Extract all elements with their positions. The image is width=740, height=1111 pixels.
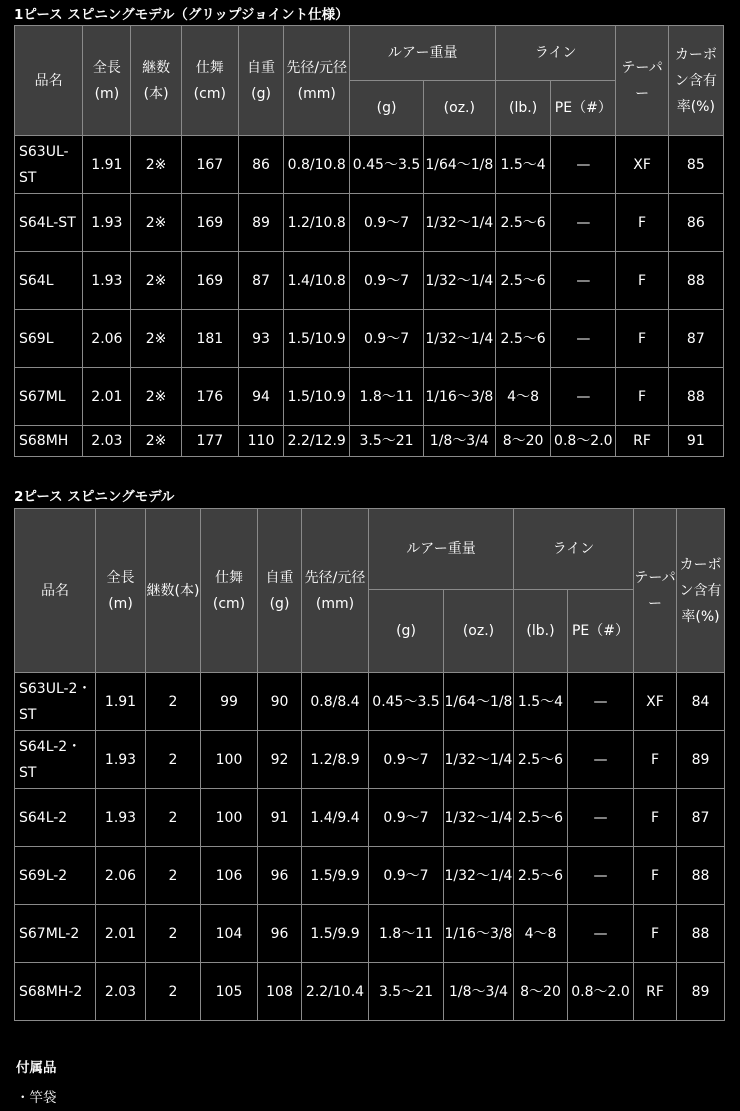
table-cell: 1.93 — [96, 789, 146, 847]
model-name-cell: S68MH-2 — [15, 963, 96, 1021]
model-name-cell: S68MH — [15, 426, 83, 457]
table-cell: 1/32～1/4 — [444, 847, 514, 905]
table-cell: 176 — [181, 368, 238, 426]
table-row — [15, 731, 725, 789]
spec-table-2piece — [14, 508, 725, 1021]
header-line: ライン — [514, 509, 634, 590]
table-cell: 0.9～7 — [350, 194, 423, 252]
table1-wrap — [14, 25, 724, 457]
table-cell: — — [551, 136, 616, 194]
table-row — [15, 194, 724, 252]
table-cell: 0.45～3.5 — [369, 673, 444, 731]
table-cell: 1.91 — [96, 673, 146, 731]
table-cell: 1.8～11 — [369, 905, 444, 963]
model-name-cell: S63UL-ST — [15, 136, 83, 194]
table-cell: 2.01 — [96, 905, 146, 963]
table-row — [15, 905, 725, 963]
table-cell: 89 — [677, 731, 725, 789]
table-cell: — — [568, 847, 634, 905]
table-cell: 85 — [668, 136, 723, 194]
table-cell: 2※ — [131, 194, 181, 252]
table-cell: — — [568, 673, 634, 731]
table-cell: 181 — [181, 310, 238, 368]
table-cell: 108 — [258, 963, 302, 1021]
table-cell: 2 — [146, 789, 201, 847]
table-cell: F — [634, 731, 677, 789]
table-cell: 1/64～1/8 — [423, 136, 495, 194]
table-cell: 0.8/10.8 — [284, 136, 350, 194]
table-cell: 3.5～21 — [350, 426, 423, 457]
table-cell: 92 — [258, 731, 302, 789]
table-cell: — — [551, 310, 616, 368]
header-carbon: カーボン含有率(%) — [677, 509, 725, 673]
table-cell: 4～8 — [514, 905, 568, 963]
table-cell: F — [616, 252, 668, 310]
table-cell: 1/32～1/4 — [444, 731, 514, 789]
table2-title: 2ピース スピニングモデル — [14, 489, 175, 505]
accessories-title: 付属品 — [16, 1060, 57, 1076]
header-weight: 自重(g) — [238, 26, 283, 136]
table-cell: 1/16～3/8 — [423, 368, 495, 426]
table-cell: 0.9～7 — [350, 252, 423, 310]
table-row — [15, 847, 725, 905]
table-cell: 1/32～1/4 — [423, 310, 495, 368]
table-cell: 2.5～6 — [514, 847, 568, 905]
table-cell: 100 — [201, 789, 258, 847]
header-pieces: 継数(本) — [146, 509, 201, 673]
header-length: 全長(m) — [83, 26, 131, 136]
table-cell: 2 — [146, 847, 201, 905]
header-line-lb: (lb.) — [514, 590, 568, 673]
table-cell: 87 — [677, 789, 725, 847]
table-cell: 1.5/10.9 — [284, 368, 350, 426]
table-cell: 96 — [258, 847, 302, 905]
table-cell: 1.5/10.9 — [284, 310, 350, 368]
table-cell: 2.5～6 — [514, 731, 568, 789]
table-cell: 2.06 — [96, 847, 146, 905]
table-cell: 1.2/8.9 — [302, 731, 369, 789]
table-cell: 1/16～3/8 — [444, 905, 514, 963]
table-cell: 86 — [238, 136, 283, 194]
table-cell: 2※ — [131, 252, 181, 310]
header-taper: テーパー — [634, 509, 677, 673]
table-cell: 0.45～3.5 — [350, 136, 423, 194]
table-cell: 0.8～2.0 — [551, 426, 616, 457]
table-cell: 177 — [181, 426, 238, 457]
header-line: ライン — [495, 26, 615, 81]
table-cell: 1/8～3/4 — [444, 963, 514, 1021]
table-cell: 2.01 — [83, 368, 131, 426]
table-cell: 110 — [238, 426, 283, 457]
table-cell: — — [568, 905, 634, 963]
table-cell: 1/64～1/8 — [444, 673, 514, 731]
header-lure-g: (g) — [369, 590, 444, 673]
header-lure-oz: (oz.) — [423, 81, 495, 136]
table-cell: 1.5/9.9 — [302, 847, 369, 905]
header-diameter: 先径/元径(mm) — [302, 509, 369, 673]
table-cell: 169 — [181, 194, 238, 252]
table-cell: F — [616, 310, 668, 368]
table-cell: — — [551, 194, 616, 252]
table-cell: 0.9～7 — [350, 310, 423, 368]
table-cell: 2.2/10.4 — [302, 963, 369, 1021]
accessory-item: ・竿袋 — [16, 1090, 57, 1106]
model-name-cell: S67ML — [15, 368, 83, 426]
header-line-pe: PE（#） — [568, 590, 634, 673]
model-name-cell: S69L-2 — [15, 847, 96, 905]
table-cell: — — [568, 789, 634, 847]
header-name: 品名 — [15, 509, 96, 673]
table-cell: 2.5～6 — [514, 789, 568, 847]
table-cell: 2※ — [131, 136, 181, 194]
table-cell: 106 — [201, 847, 258, 905]
table-cell: 1/32～1/4 — [444, 789, 514, 847]
table-cell: 84 — [677, 673, 725, 731]
table-cell: 2 — [146, 731, 201, 789]
table-cell: 96 — [258, 905, 302, 963]
table-cell: 0.9～7 — [369, 789, 444, 847]
model-name-cell: S64L-2・ST — [15, 731, 96, 789]
table-cell: 2.5～6 — [495, 252, 550, 310]
table-cell: F — [634, 847, 677, 905]
table1-title: 1ピース スピニングモデル（グリップジョイント仕様） — [14, 7, 349, 23]
table-cell: — — [551, 368, 616, 426]
table-cell: 1.93 — [96, 731, 146, 789]
table-cell: 100 — [201, 731, 258, 789]
table-cell: 2 — [146, 673, 201, 731]
header-line-pe: PE（#） — [551, 81, 616, 136]
table-cell: — — [551, 252, 616, 310]
table-cell: 1.5～4 — [514, 673, 568, 731]
table-cell: 88 — [668, 368, 723, 426]
table-row — [15, 963, 725, 1021]
table-cell: 87 — [238, 252, 283, 310]
header-lure: ルアー重量 — [350, 26, 496, 81]
table-row — [15, 136, 724, 194]
table-cell: 2※ — [131, 426, 181, 457]
model-name-cell: S64L-ST — [15, 194, 83, 252]
table-cell: XF — [616, 136, 668, 194]
table-cell: 1.5～4 — [495, 136, 550, 194]
table-cell: 2 — [146, 963, 201, 1021]
table-cell: 93 — [238, 310, 283, 368]
table-cell: 0.9～7 — [369, 847, 444, 905]
table-cell: 3.5～21 — [369, 963, 444, 1021]
table-cell: 167 — [181, 136, 238, 194]
table-cell: 105 — [201, 963, 258, 1021]
table-cell: — — [568, 731, 634, 789]
table-cell: 2※ — [131, 368, 181, 426]
table-cell: 87 — [668, 310, 723, 368]
table-cell: 99 — [201, 673, 258, 731]
table-row — [15, 252, 724, 310]
header-taper: テーパー — [616, 26, 668, 136]
table-cell: 89 — [677, 963, 725, 1021]
header-closed: 仕舞(cm) — [201, 509, 258, 673]
table-cell: 91 — [668, 426, 723, 457]
table-cell: 1/32～1/4 — [423, 252, 495, 310]
table-cell: 0.9～7 — [369, 731, 444, 789]
table-row — [15, 426, 724, 457]
header-weight: 自重(g) — [258, 509, 302, 673]
table-cell: F — [634, 789, 677, 847]
table-cell: 88 — [677, 905, 725, 963]
table-cell: 86 — [668, 194, 723, 252]
table-cell: F — [616, 194, 668, 252]
table-cell: 4～8 — [495, 368, 550, 426]
model-name-cell: S64L — [15, 252, 83, 310]
table-cell: 2.06 — [83, 310, 131, 368]
table-cell: 2※ — [131, 310, 181, 368]
table-cell: 2.03 — [96, 963, 146, 1021]
header-lure-oz: (oz.) — [444, 590, 514, 673]
header-lure: ルアー重量 — [369, 509, 514, 590]
table-cell: 104 — [201, 905, 258, 963]
table-cell: RF — [616, 426, 668, 457]
table-cell: 2.03 — [83, 426, 131, 457]
table-cell: F — [616, 368, 668, 426]
table-cell: 1.91 — [83, 136, 131, 194]
table-cell: XF — [634, 673, 677, 731]
table-cell: 2.5～6 — [495, 194, 550, 252]
table-cell: RF — [634, 963, 677, 1021]
table-cell: F — [634, 905, 677, 963]
header-length: 全長(m) — [96, 509, 146, 673]
table-cell: 0.8/8.4 — [302, 673, 369, 731]
table-cell: 1/32～1/4 — [423, 194, 495, 252]
header-pieces: 継数(本) — [131, 26, 181, 136]
table-row — [15, 673, 725, 731]
table-cell: 94 — [238, 368, 283, 426]
table-cell: 1.93 — [83, 252, 131, 310]
table-cell: 8～20 — [514, 963, 568, 1021]
table2-wrap — [14, 508, 724, 1021]
model-name-cell: S69L — [15, 310, 83, 368]
table-row — [15, 368, 724, 426]
table-row — [15, 310, 724, 368]
table-cell: 1.8～11 — [350, 368, 423, 426]
model-name-cell: S63UL-2・ST — [15, 673, 96, 731]
table-cell: 1.2/10.8 — [284, 194, 350, 252]
model-name-cell: S64L-2 — [15, 789, 96, 847]
table-cell: 1.4/10.8 — [284, 252, 350, 310]
table-cell: 88 — [677, 847, 725, 905]
table-cell: 0.8～2.0 — [568, 963, 634, 1021]
table-cell: 1.93 — [83, 194, 131, 252]
spec-table-1piece — [14, 25, 724, 457]
table-cell: 89 — [238, 194, 283, 252]
header-diameter: 先径/元径(mm) — [284, 26, 350, 136]
table-row — [15, 789, 725, 847]
table-cell: 8～20 — [495, 426, 550, 457]
header-closed: 仕舞(cm) — [181, 26, 238, 136]
table-cell: 1.4/9.4 — [302, 789, 369, 847]
header-lure-g: (g) — [350, 81, 423, 136]
table-cell: 91 — [258, 789, 302, 847]
table-cell: 2 — [146, 905, 201, 963]
table-cell: 1/8～3/4 — [423, 426, 495, 457]
table-cell: 88 — [668, 252, 723, 310]
header-line-lb: (lb.) — [495, 81, 550, 136]
table-cell: 1.5/9.9 — [302, 905, 369, 963]
header-carbon: カーボン含有率(%) — [668, 26, 723, 136]
table-cell: 2.5～6 — [495, 310, 550, 368]
header-name: 品名 — [15, 26, 83, 136]
model-name-cell: S67ML-2 — [15, 905, 96, 963]
table-cell: 90 — [258, 673, 302, 731]
table-cell: 169 — [181, 252, 238, 310]
table-cell: 2.2/12.9 — [284, 426, 350, 457]
